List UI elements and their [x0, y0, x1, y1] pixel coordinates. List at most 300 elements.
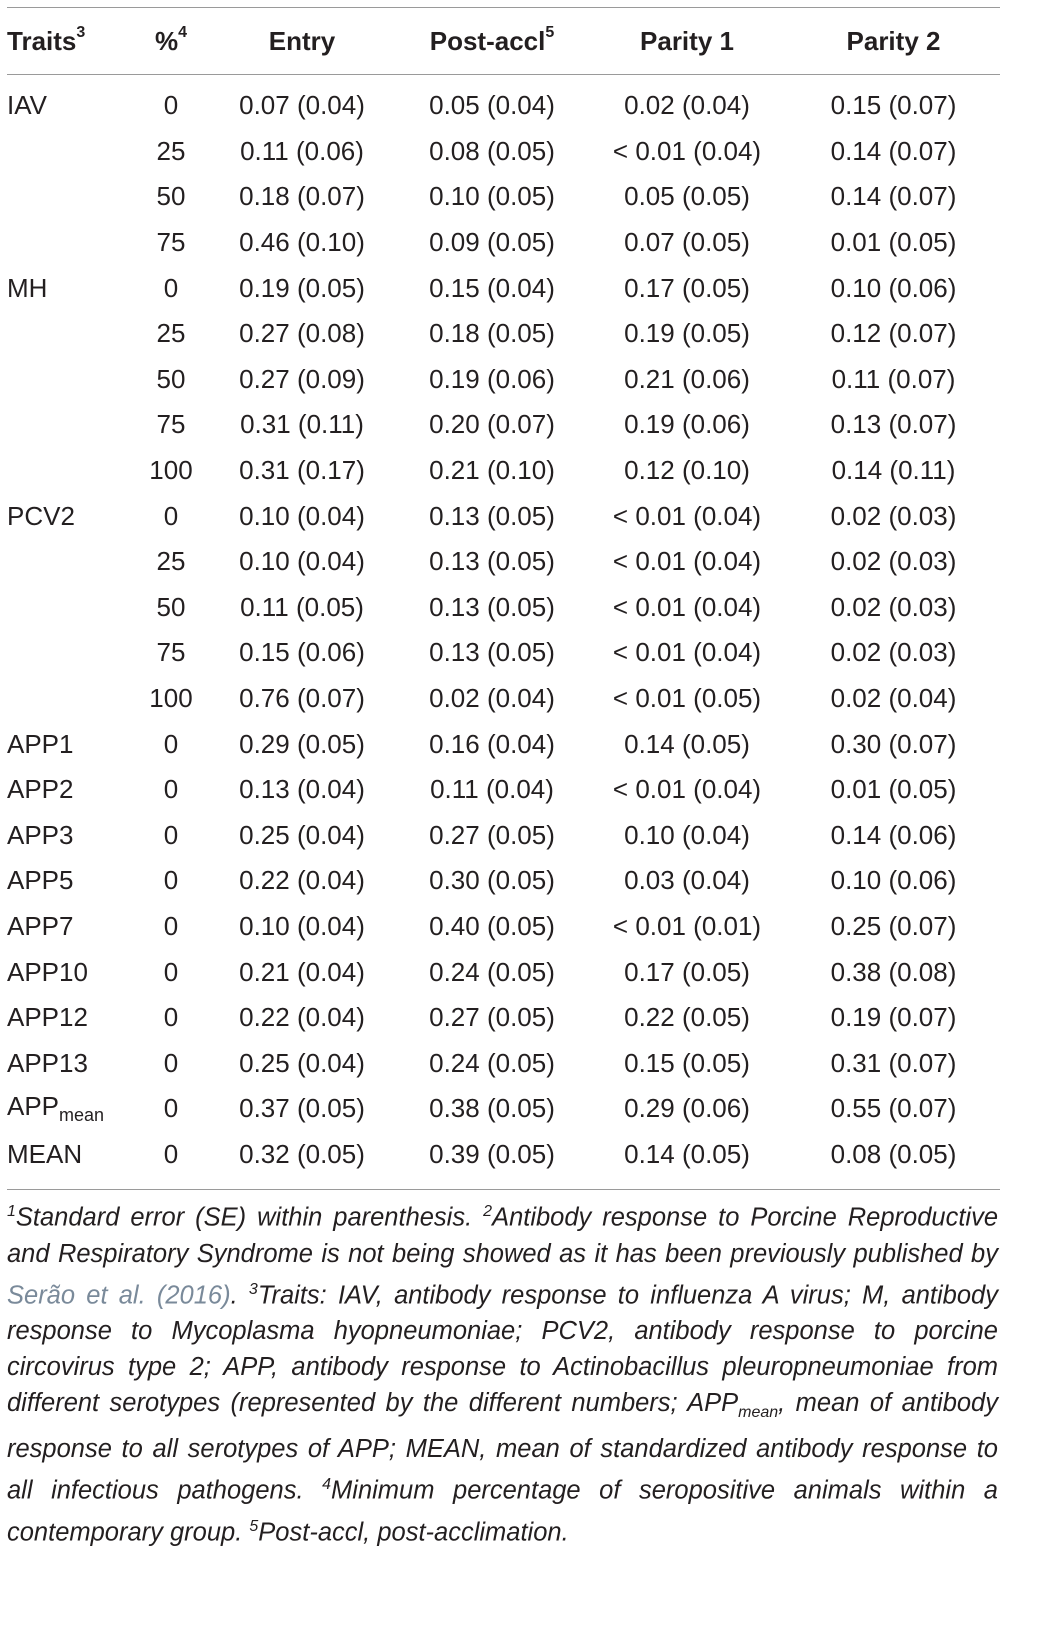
cell-text: 0.13 (0.05)	[429, 591, 555, 622]
cell-post-accl	[397, 858, 587, 904]
table-row	[7, 904, 1000, 950]
cell-text: 0.15 (0.07)	[830, 90, 957, 121]
cell-parity-1	[587, 1086, 787, 1132]
table-row	[7, 1040, 1000, 1086]
cell-parity-1	[587, 265, 787, 311]
cell-parity-1	[587, 129, 787, 175]
cell-trait	[7, 995, 135, 1041]
cell-text: < 0.01 (0.04)	[612, 774, 762, 805]
cell-text: 0.14 (0.11)	[831, 455, 956, 486]
cell-text: 0.76 (0.07)	[239, 683, 365, 714]
cell-parity-1	[587, 493, 787, 539]
cell-percent	[135, 448, 207, 494]
cell-text: 0.08 (0.05)	[830, 1138, 957, 1169]
cell-trait	[7, 220, 135, 266]
cell-trait	[7, 904, 135, 950]
cell-trait	[7, 630, 135, 676]
citation-link[interactable]: Serão et al. (2016)	[7, 1281, 231, 1310]
footnote-marker-3: 3	[248, 1280, 258, 1298]
cell-entry	[207, 630, 397, 676]
cell-post-accl	[397, 174, 587, 220]
cell-text: 0.24 (0.05)	[429, 956, 555, 987]
cell-trait	[7, 83, 135, 129]
cell-parity-2	[787, 539, 1000, 585]
cell-trait	[7, 311, 135, 357]
cell-text: 0	[163, 774, 179, 805]
cell-percent	[135, 995, 207, 1041]
table-row	[7, 949, 1000, 995]
cell-text: 0.31 (0.07)	[830, 1047, 957, 1078]
cell-text: 0.38 (0.08)	[830, 956, 957, 987]
cell-percent	[135, 630, 207, 676]
cell-post-accl	[397, 493, 587, 539]
cell-percent	[135, 721, 207, 767]
cell-text: 0.05 (0.04)	[429, 90, 555, 121]
cell-post-accl	[397, 83, 587, 129]
table-row	[7, 813, 1000, 859]
cell-text: 0.19 (0.05)	[624, 318, 750, 349]
cell-percent	[135, 813, 207, 859]
cell-percent	[135, 949, 207, 995]
cell-text: 0.13 (0.05)	[429, 500, 555, 531]
cell-text: 0.29 (0.05)	[239, 728, 365, 759]
table-row	[7, 858, 1000, 904]
cell-text: APP10	[7, 956, 88, 987]
header-rule-row	[7, 75, 1000, 84]
cell-text: 0.18 (0.05)	[429, 318, 555, 349]
table-body	[7, 75, 1000, 1178]
cell-parity-2	[787, 1132, 1000, 1178]
header-footnote-marker: 5	[545, 23, 555, 41]
cell-parity-2	[787, 858, 1000, 904]
cell-text: 0.25 (0.04)	[239, 1047, 365, 1078]
cell-text: IAV	[7, 90, 47, 121]
cell-entry	[207, 1040, 397, 1086]
header-label: Post-accl	[429, 25, 546, 56]
footnote-marker-2: 2	[483, 1203, 493, 1221]
table-row	[7, 83, 1000, 129]
cell-text: APP1	[7, 728, 74, 759]
cell-parity-2	[787, 448, 1000, 494]
cell-parity-2	[787, 904, 1000, 950]
cell-parity-1	[587, 220, 787, 266]
cell-trait	[7, 1040, 135, 1086]
cell-entry	[207, 402, 397, 448]
cell-entry	[207, 813, 397, 859]
cell-text: 0.14 (0.07)	[830, 135, 957, 166]
cell-text: 0.02 (0.03)	[830, 500, 957, 531]
cell-text: 0.12 (0.10)	[624, 455, 750, 486]
results-table	[7, 8, 1000, 1177]
cell-text: 0.02 (0.04)	[830, 683, 957, 714]
cell-percent	[135, 858, 207, 904]
cell-post-accl	[397, 539, 587, 585]
header-footnote-marker: 3	[76, 23, 86, 41]
cell-text: 0.10 (0.04)	[239, 910, 365, 941]
header-parity-1	[587, 8, 787, 75]
cell-parity-1	[587, 83, 787, 129]
cell-text: 0.02 (0.03)	[830, 546, 957, 577]
cell-parity-2	[787, 630, 1000, 676]
cell-parity-1	[587, 904, 787, 950]
header-parity-2	[787, 8, 1000, 75]
cell-percent	[135, 676, 207, 722]
cell-entry	[207, 721, 397, 767]
cell-text: 0.25 (0.07)	[830, 910, 957, 941]
cell-trait	[7, 174, 135, 220]
cell-entry	[207, 767, 397, 813]
cell-text: 0	[163, 865, 179, 896]
cell-text: 0.46 (0.10)	[239, 227, 365, 258]
cell-text: 0.11 (0.05)	[240, 591, 364, 622]
cell-text: 0.37 (0.05)	[239, 1093, 365, 1124]
cell-text: 0.29 (0.06)	[624, 1093, 750, 1124]
cell-text: 75	[156, 637, 186, 668]
cell-text: 50	[156, 363, 186, 394]
cell-text: 0.02 (0.04)	[429, 683, 555, 714]
header-label: Parity 1	[640, 25, 734, 56]
cell-text: < 0.01 (0.01)	[612, 910, 762, 941]
cell-text: 0.12 (0.07)	[830, 318, 957, 349]
cell-text: APP2	[7, 774, 74, 805]
cell-parity-1	[587, 1132, 787, 1178]
cell-parity-2	[787, 83, 1000, 129]
cell-text: 0.03 (0.04)	[624, 865, 750, 896]
cell-text: 0.17 (0.05)	[624, 272, 750, 303]
cell-text: 0.27 (0.05)	[429, 1002, 555, 1033]
cell-text: 0.21 (0.06)	[624, 363, 750, 394]
cell-text: 0.32 (0.05)	[239, 1138, 365, 1169]
cell-parity-1	[587, 174, 787, 220]
cell-trait	[7, 493, 135, 539]
cell-post-accl	[397, 630, 587, 676]
cell-parity-1	[587, 676, 787, 722]
cell-text: 0.07 (0.05)	[624, 227, 750, 258]
cell-entry	[207, 949, 397, 995]
cell-text: < 0.01 (0.04)	[612, 546, 762, 577]
cell-text: 50	[156, 591, 186, 622]
cell-parity-1	[587, 995, 787, 1041]
cell-text: 25	[156, 546, 186, 577]
cell-parity-2	[787, 585, 1000, 631]
cell-post-accl	[397, 1132, 587, 1178]
cell-text: 0.22 (0.04)	[239, 1002, 365, 1033]
header-label: Parity 2	[846, 25, 941, 56]
cell-text: 0	[163, 728, 179, 759]
cell-percent	[135, 1132, 207, 1178]
cell-trait	[7, 676, 135, 722]
cell-post-accl	[397, 813, 587, 859]
cell-text: 0.10 (0.06)	[830, 865, 957, 896]
cell-percent	[135, 83, 207, 129]
cell-text: 0.01 (0.05)	[830, 774, 957, 805]
cell-post-accl	[397, 767, 587, 813]
cell-text: MH	[7, 272, 48, 303]
cell-text: 0.13 (0.05)	[429, 546, 555, 577]
cell-trait	[7, 858, 135, 904]
cell-text: 0	[163, 1047, 179, 1078]
table-row	[7, 585, 1000, 631]
cell-percent	[135, 129, 207, 175]
cell-text: 0.40 (0.05)	[429, 910, 555, 941]
cell-text: 25	[156, 135, 186, 166]
cell-entry	[207, 1132, 397, 1178]
cell-subscript: mean	[59, 1105, 105, 1126]
cell-text: 0.10 (0.05)	[429, 181, 555, 212]
header-percent	[135, 8, 207, 75]
cell-text: 0	[163, 1093, 179, 1124]
header-label: %	[154, 25, 179, 56]
cell-parity-1	[587, 813, 787, 859]
header-footnote-marker: 4	[178, 23, 188, 41]
table-row	[7, 767, 1000, 813]
cell-parity-1	[587, 448, 787, 494]
cell-text: 0.05 (0.05)	[624, 181, 750, 212]
cell-text: 0.10 (0.04)	[624, 819, 750, 850]
cell-entry	[207, 265, 397, 311]
cell-entry	[207, 448, 397, 494]
cell-parity-2	[787, 174, 1000, 220]
cell-text: 0.22 (0.05)	[624, 1002, 750, 1033]
cell-text: 0.30 (0.05)	[429, 865, 555, 896]
cell-percent	[135, 174, 207, 220]
table-row	[7, 174, 1000, 220]
cell-entry	[207, 83, 397, 129]
cell-entry	[207, 858, 397, 904]
cell-percent	[135, 265, 207, 311]
cell-text: MEAN	[7, 1138, 83, 1169]
cell-text: 0.10 (0.06)	[830, 272, 957, 303]
cell-trait	[7, 1132, 135, 1178]
cell-text: 0.08 (0.05)	[429, 135, 555, 166]
footnote-marker-4: 4	[322, 1476, 332, 1494]
cell-post-accl	[397, 585, 587, 631]
cell-text: 0	[163, 1002, 179, 1033]
cell-text: 0.21 (0.10)	[429, 455, 555, 486]
cell-text: 0.14 (0.06)	[830, 819, 957, 850]
cell-trait	[7, 539, 135, 585]
cell-text: < 0.01 (0.05)	[612, 683, 762, 714]
cell-percent	[135, 357, 207, 403]
cell-entry	[207, 676, 397, 722]
cell-text: 0.02 (0.03)	[830, 637, 957, 668]
cell-parity-1	[587, 539, 787, 585]
header-traits	[7, 8, 135, 75]
cell-parity-2	[787, 357, 1000, 403]
cell-text: 0.19 (0.05)	[239, 272, 365, 303]
cell-text: 0.01 (0.05)	[830, 227, 957, 258]
cell-text: 0.19 (0.06)	[429, 363, 555, 394]
table-row	[7, 311, 1000, 357]
cell-post-accl	[397, 402, 587, 448]
header-entry	[207, 8, 397, 75]
cell-text: 0.25 (0.04)	[239, 819, 365, 850]
cell-text: PCV2	[7, 500, 75, 531]
cell-text: 0.27 (0.08)	[239, 318, 365, 349]
cell-parity-2	[787, 129, 1000, 175]
cell-trait	[7, 1086, 135, 1132]
table-row	[7, 265, 1000, 311]
cell-post-accl	[397, 995, 587, 1041]
cell-percent	[135, 767, 207, 813]
cell-entry	[207, 904, 397, 950]
cell-post-accl	[397, 1086, 587, 1132]
cell-post-accl	[397, 949, 587, 995]
cell-text: APP3	[7, 819, 74, 850]
cell-entry	[207, 174, 397, 220]
cell-parity-1	[587, 585, 787, 631]
cell-text: 0.21 (0.04)	[239, 956, 365, 987]
cell-trait	[7, 721, 135, 767]
table-row	[7, 1086, 1000, 1132]
table-row	[7, 448, 1000, 494]
cell-percent	[135, 1040, 207, 1086]
cell-trait	[7, 357, 135, 403]
cell-parity-2	[787, 721, 1000, 767]
cell-post-accl	[397, 357, 587, 403]
footnote-4: Minimum percentage of seropositive animals within a contemporary group.	[7, 1476, 998, 1547]
cell-text: 0.10 (0.04)	[239, 546, 365, 577]
cell-post-accl	[397, 129, 587, 175]
cell-parity-1	[587, 858, 787, 904]
cell-text: < 0.01 (0.04)	[612, 637, 762, 668]
cell-parity-1	[587, 630, 787, 676]
cell-text: 0.27 (0.05)	[429, 819, 555, 850]
cell-text: < 0.01 (0.04)	[612, 135, 762, 166]
cell-text: 0.13 (0.04)	[239, 774, 365, 805]
cell-parity-2	[787, 1040, 1000, 1086]
cell-entry	[207, 585, 397, 631]
cell-entry	[207, 220, 397, 266]
cell-entry	[207, 311, 397, 357]
cell-text: 0.02 (0.04)	[624, 90, 750, 121]
cell-text: 0.31 (0.17)	[239, 455, 365, 486]
cell-text: 0.02 (0.03)	[830, 591, 957, 622]
cell-text: 0.14 (0.05)	[624, 1138, 750, 1169]
cell-parity-2	[787, 949, 1000, 995]
cell-trait	[7, 265, 135, 311]
cell-text: 0.31 (0.11)	[240, 409, 364, 440]
cell-trait	[7, 448, 135, 494]
table-row	[7, 721, 1000, 767]
cell-trait	[7, 949, 135, 995]
cell-post-accl	[397, 311, 587, 357]
footnote-2-end: .	[230, 1281, 238, 1310]
cell-post-accl	[397, 1040, 587, 1086]
cell-percent	[135, 1086, 207, 1132]
table-header	[7, 8, 1000, 75]
cell-text: 0.13 (0.05)	[429, 637, 555, 668]
cell-text: APP12	[7, 1002, 88, 1033]
cell-text: 0.09 (0.05)	[429, 227, 555, 258]
cell-text: 0.11 (0.07)	[831, 363, 956, 394]
cell-text: 0.10 (0.04)	[239, 500, 365, 531]
cell-text: < 0.01 (0.04)	[612, 591, 762, 622]
cell-parity-2	[787, 220, 1000, 266]
cell-percent	[135, 904, 207, 950]
table-figure	[7, 7, 1000, 1550]
cell-parity-1	[587, 357, 787, 403]
cell-post-accl	[397, 448, 587, 494]
cell-post-accl	[397, 265, 587, 311]
cell-entry	[207, 539, 397, 585]
cell-post-accl	[397, 904, 587, 950]
footnote-2: Antibody response to Porcine Reproductive and Respiratory Syndrome is not being showed as it has been previously published by	[7, 1203, 999, 1268]
cell-text: 0.55 (0.07)	[830, 1093, 957, 1124]
cell-text: 100	[149, 683, 193, 714]
cell-text: 0.20 (0.07)	[429, 409, 555, 440]
cell-trait	[7, 129, 135, 175]
cell-text: < 0.01 (0.04)	[612, 500, 762, 531]
cell-text: 0.15 (0.05)	[624, 1047, 750, 1078]
header-rule	[7, 75, 1000, 84]
cell-text: 0.13 (0.07)	[830, 409, 957, 440]
table-row	[7, 357, 1000, 403]
cell-text: 0	[163, 910, 179, 941]
cell-text: 0.22 (0.04)	[239, 865, 365, 896]
footnote-3-sub: mean	[738, 1404, 779, 1422]
table-footnote	[7, 1194, 1000, 1550]
table-row	[7, 539, 1000, 585]
table-row	[7, 995, 1000, 1041]
cell-parity-2	[787, 1086, 1000, 1132]
cell-text: 0.30 (0.07)	[830, 728, 957, 759]
footnote-5: Post-accl, post-acclimation.	[258, 1518, 569, 1547]
cell-entry	[207, 493, 397, 539]
cell-percent	[135, 311, 207, 357]
table-row	[7, 676, 1000, 722]
cell-percent	[135, 220, 207, 266]
cell-text: 100	[149, 455, 193, 486]
cell-text: 0	[163, 90, 179, 121]
cell-text: 25	[156, 318, 186, 349]
cell-text: 0.38 (0.05)	[429, 1093, 555, 1124]
footnote-1: Standard error (SE) within parenthesis.	[15, 1203, 473, 1232]
cell-entry	[207, 357, 397, 403]
cell-text: 50	[156, 181, 186, 212]
cell-text: 0.16 (0.04)	[429, 728, 555, 759]
table-row	[7, 493, 1000, 539]
cell-parity-2	[787, 995, 1000, 1041]
table-row	[7, 220, 1000, 266]
cell-text: 75	[156, 409, 186, 440]
cell-text: 0.14 (0.07)	[830, 181, 957, 212]
cell-text: 0.11 (0.04)	[430, 774, 554, 805]
cell-post-accl	[397, 676, 587, 722]
cell-parity-1	[587, 311, 787, 357]
cell-parity-2	[787, 676, 1000, 722]
cell-text: 0.27 (0.09)	[239, 363, 365, 394]
cell-trait	[7, 585, 135, 631]
cell-parity-1	[587, 767, 787, 813]
cell-text: 75	[156, 227, 186, 258]
cell-trait	[7, 402, 135, 448]
table-row	[7, 129, 1000, 175]
cell-parity-2	[787, 813, 1000, 859]
cell-text: 0.19 (0.06)	[624, 409, 750, 440]
cell-text: 0.24 (0.05)	[429, 1047, 555, 1078]
table-row	[7, 402, 1000, 448]
cell-text: 0	[163, 956, 179, 987]
table-row	[7, 1132, 1000, 1178]
cell-text: 0.14 (0.05)	[624, 728, 750, 759]
cell-text: 0	[163, 1138, 179, 1169]
cell-percent	[135, 402, 207, 448]
cell-percent	[135, 585, 207, 631]
cell-percent	[135, 493, 207, 539]
cell-trait	[7, 767, 135, 813]
cell-text: APP5	[7, 865, 74, 896]
